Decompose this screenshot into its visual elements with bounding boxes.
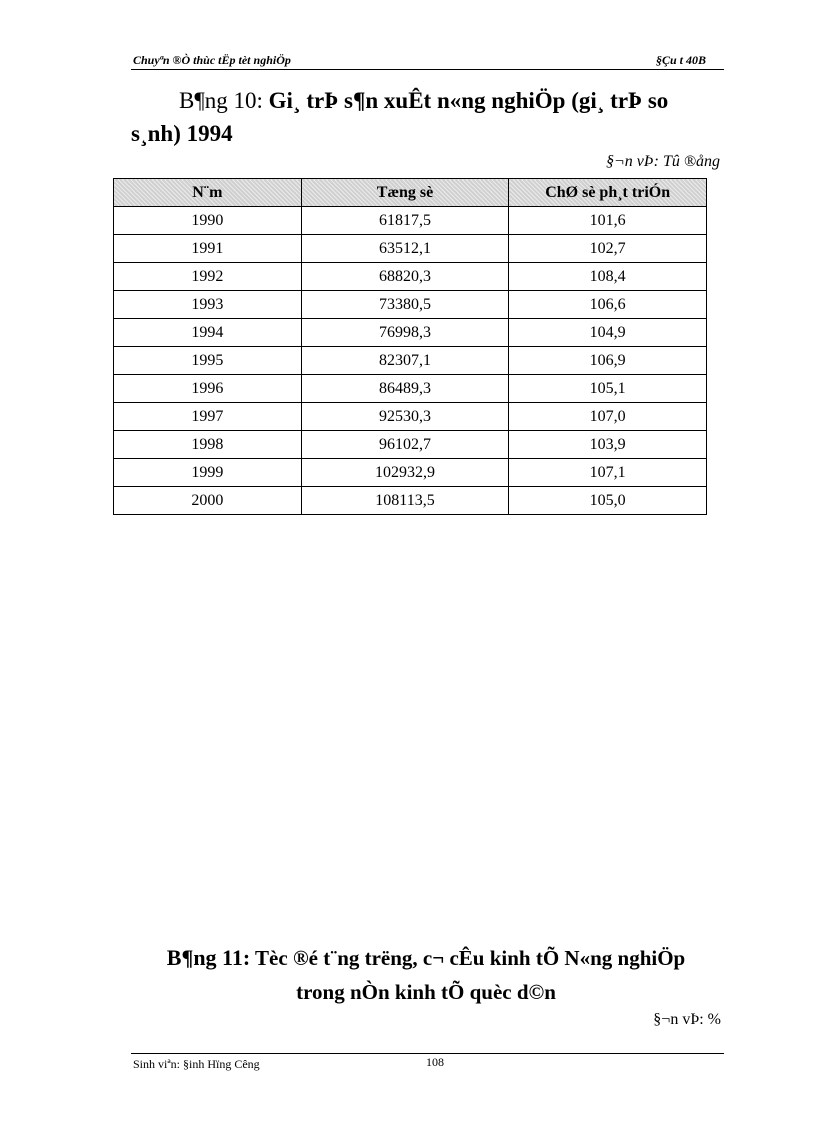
cell-total: 76998,3 xyxy=(301,319,509,347)
cell-growth-index: 103,9 xyxy=(509,431,707,459)
cell-growth-index: 107,1 xyxy=(509,459,707,487)
cell-year: 1998 xyxy=(114,431,302,459)
table-11-title-line2: trong nÒn kinh tÕ quèc d©n xyxy=(296,980,556,1004)
running-header-title: Chuyªn ®Ò thùc tËp tèt nghiÖp xyxy=(133,53,291,67)
column-header-total: Tæng sè xyxy=(301,179,509,207)
table-row xyxy=(114,375,707,403)
cell-total: 61817,5 xyxy=(301,207,509,235)
page-number: 108 xyxy=(426,1055,444,1069)
cell-year: 1997 xyxy=(114,403,302,431)
cell-year: 1999 xyxy=(114,459,302,487)
header-divider xyxy=(131,69,724,70)
table-row xyxy=(114,403,707,431)
table-row xyxy=(114,347,707,375)
table-row xyxy=(114,431,707,459)
cell-total: 86489,3 xyxy=(301,375,509,403)
column-header-year: N¨m xyxy=(114,179,302,207)
table-10-body xyxy=(114,207,707,515)
cell-year: 1992 xyxy=(114,263,302,291)
cell-total: 63512,1 xyxy=(301,235,509,263)
cell-total: 73380,5 xyxy=(301,291,509,319)
table-10-title xyxy=(131,84,721,150)
cell-growth-index: 106,6 xyxy=(509,291,707,319)
cell-year: 1994 xyxy=(114,319,302,347)
cell-year: 1993 xyxy=(114,291,302,319)
footer-divider xyxy=(131,1053,724,1054)
cell-growth-index: 108,4 xyxy=(509,263,707,291)
cell-total: 102932,9 xyxy=(301,459,509,487)
cell-year: 1996 xyxy=(114,375,302,403)
table-row xyxy=(114,459,707,487)
table-10 xyxy=(113,178,707,515)
footer-student-name: Sinh viªn: §inh Hïng Cêng xyxy=(133,1057,260,1071)
cell-year: 1991 xyxy=(114,235,302,263)
cell-total: 68820,3 xyxy=(301,263,509,291)
table-row xyxy=(114,263,707,291)
table-header-row xyxy=(114,179,707,207)
cell-growth-index: 102,7 xyxy=(509,235,707,263)
table-10-title-text: Gi¸ trÞ s¶n xuÊt n«ng nghiÖp (gi¸ trÞ so s¸nh) 1994 xyxy=(131,88,669,146)
table-row xyxy=(114,487,707,515)
cell-growth-index: 104,9 xyxy=(509,319,707,347)
table-row xyxy=(114,207,707,235)
cell-growth-index: 105,1 xyxy=(509,375,707,403)
cell-total: 82307,1 xyxy=(301,347,509,375)
table-11-title-label: B¶ng 11: xyxy=(166,945,251,970)
table-row xyxy=(114,319,707,347)
table-row xyxy=(114,291,707,319)
table-10-title-label: B¶ng 10: xyxy=(179,88,263,113)
cell-year: 2000 xyxy=(114,487,302,515)
cell-growth-index: 106,9 xyxy=(509,347,707,375)
table-11-title-text: Tèc ®é t¨ng trëng, c¬ cÊu kinh tÕ N«ng nghiÖp xyxy=(255,946,686,970)
column-header-growth-index: ChØ sè ph¸t triÓn xyxy=(509,179,707,207)
table-11-title-line1 xyxy=(113,941,739,975)
cell-year: 1990 xyxy=(114,207,302,235)
table-10-unit: §¬n vÞ: Tû ®ång xyxy=(605,153,720,170)
table-row xyxy=(114,235,707,263)
cell-total: 92530,3 xyxy=(301,403,509,431)
running-header-class: §Çu t 40B xyxy=(655,53,706,67)
cell-growth-index: 107,0 xyxy=(509,403,707,431)
cell-growth-index: 101,6 xyxy=(509,207,707,235)
cell-total: 96102,7 xyxy=(301,431,509,459)
cell-total: 108113,5 xyxy=(301,487,509,515)
cell-growth-index: 105,0 xyxy=(509,487,707,515)
table-11-unit: §¬n vÞ: % xyxy=(653,1011,721,1028)
cell-year: 1995 xyxy=(114,347,302,375)
table-11-title xyxy=(113,941,739,1009)
